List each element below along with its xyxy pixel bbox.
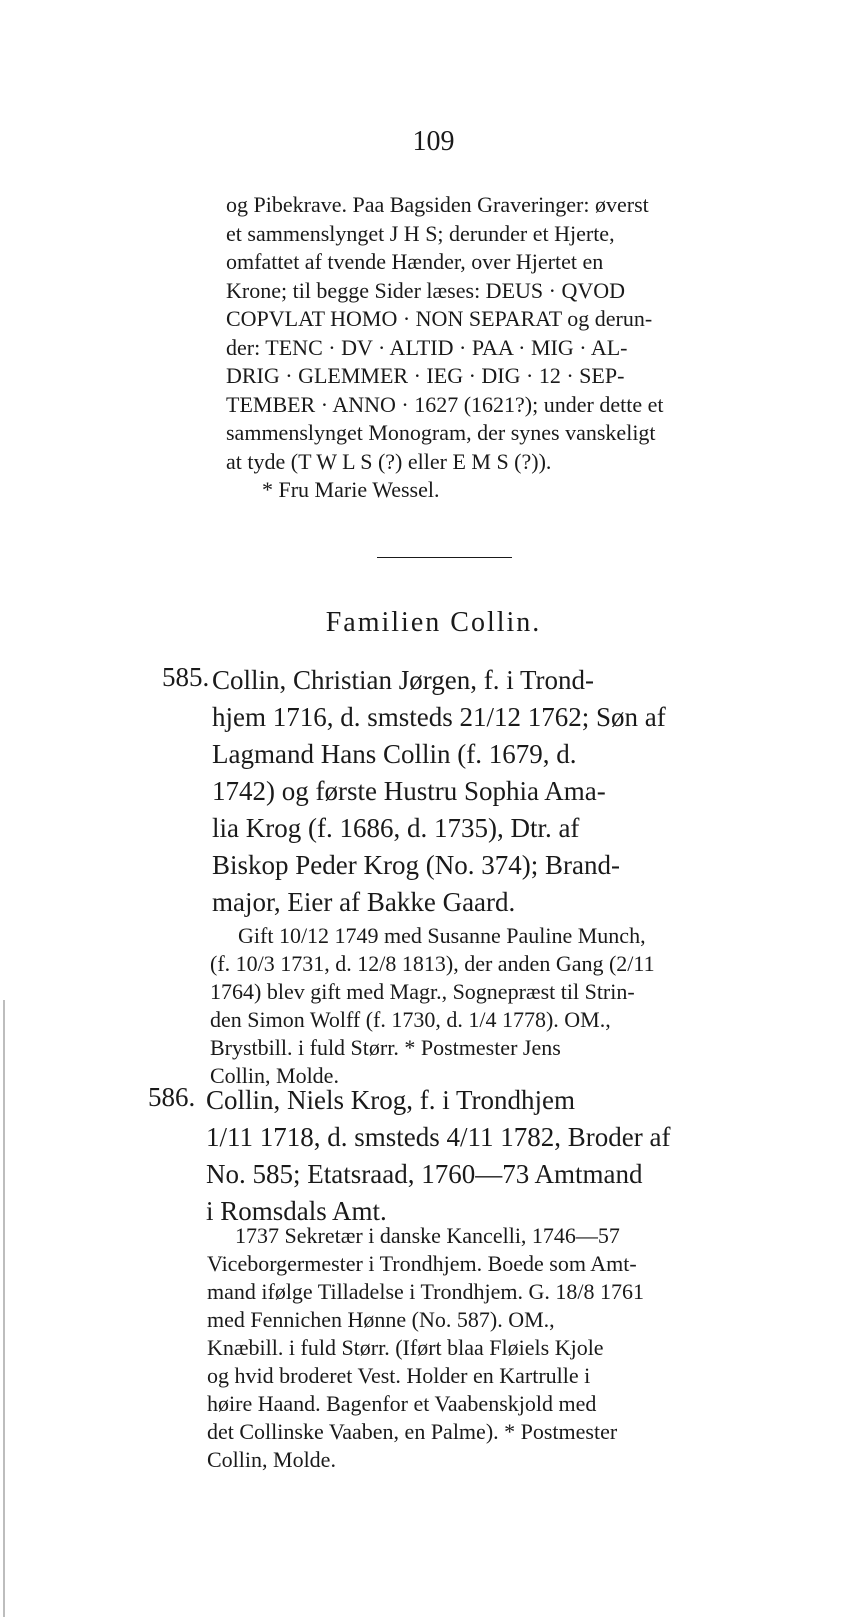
entry-line: Collin, Christian Jørgen, f. i Trond- bbox=[212, 665, 595, 695]
text-line: Krone; til begge Sider læses: DEUS · QVOD bbox=[226, 277, 626, 303]
section-divider bbox=[377, 557, 512, 558]
page-edge-line bbox=[3, 1000, 5, 1617]
detail-line: Viceborgermester i Trondhjem. Boede som Amt- bbox=[207, 1251, 637, 1276]
detail-line: 1737 Sekretær i danske Kancelli, 1746—57 bbox=[235, 1223, 620, 1248]
entry-line: major, Eier af Bakke Gaard. bbox=[212, 887, 516, 917]
detail-line: det Collinske Vaaben, en Palme). * Postmester bbox=[207, 1419, 618, 1444]
detail-line: høire Haand. Bagenfor et Vaabenskjold med bbox=[207, 1391, 597, 1416]
detail-line: Gift 10/12 1749 med Susanne Pauline Munch, bbox=[238, 923, 646, 948]
entry-line: hjem 1716, d. smsteds 21/12 1762; Søn af bbox=[212, 702, 666, 732]
detail-line: (f. 10/3 1731, d. 12/8 1813), der anden Gang (2/11 bbox=[210, 951, 655, 976]
text-line: DRIG · GLEMMER · IEG · DIG · 12 · SEP- bbox=[226, 363, 625, 388]
entry-line: Lagmand Hans Collin (f. 1679, d. bbox=[212, 739, 577, 769]
entry-line: No. 585; Etatsraad, 1760—73 Amtmand bbox=[206, 1159, 643, 1189]
entry-586-main bbox=[206, 1082, 748, 1230]
entry-line: i Romsdals Amt. bbox=[206, 1196, 387, 1226]
entry-line: Biskop Peder Krog (No. 374); Brand- bbox=[212, 850, 620, 880]
detail-line: den Simon Wolff (f. 1730, d. 1/4 1778). OM., bbox=[210, 1007, 611, 1032]
footnote-line: * Fru Marie Wessel. bbox=[262, 477, 440, 502]
entry-number-585: 585. bbox=[162, 662, 210, 692]
entry-line: lia Krog (f. 1686, d. 1735), Dtr. af bbox=[212, 813, 580, 843]
text-line: at tyde (T W L S (?) eller E M S (?)). bbox=[226, 448, 552, 474]
detail-line: med Fennichen Hønne (No. 587). OM., bbox=[207, 1307, 555, 1332]
text-line: omfattet af tvende Hænder, over Hjertet en bbox=[226, 249, 604, 274]
entry-number-586: 586. bbox=[148, 1082, 196, 1112]
entry-585-details bbox=[210, 922, 750, 1090]
entry-586-details bbox=[207, 1222, 750, 1474]
detail-line: Collin, Molde. bbox=[207, 1447, 336, 1472]
detail-line: 1764) blev gift med Magr., Sognepræst til Strin- bbox=[210, 979, 635, 1004]
entry-585-main bbox=[212, 662, 748, 921]
section-heading: Familien Collin. bbox=[325, 607, 542, 638]
top-paragraph bbox=[226, 191, 748, 505]
entry-line: 1/11 1718, d. smsteds 4/11 1782, Broder af bbox=[206, 1122, 671, 1152]
text-line: og Pibekrave. Paa Bagsiden Graveringer: øverst bbox=[226, 192, 649, 217]
entry-line: Collin, Niels Krog, f. i Trondhjem bbox=[206, 1085, 576, 1115]
page-number: 109 bbox=[412, 126, 455, 157]
detail-line: Brystbill. i fuld Størr. * Postmester Jens bbox=[210, 1035, 561, 1060]
text-line: COPVLAT HOMO · NON SEPARAT og derun- bbox=[226, 306, 653, 331]
text-line: der: TENC · DV · ALTID · PAA · MIG · AL- bbox=[226, 334, 628, 360]
detail-line: og hvid broderet Vest. Holder en Kartrulle i bbox=[207, 1363, 591, 1388]
detail-line: mand ifølge Tilladelse i Trondhjem. G. 18/8 1761 bbox=[207, 1279, 644, 1304]
entry-line: 1742) og første Hustru Sophia Ama- bbox=[212, 776, 606, 806]
text-line: sammenslynget Monogram, der synes vanskeligt bbox=[226, 420, 656, 445]
text-line: et sammenslynget J H S; derunder et Hjerte, bbox=[226, 220, 615, 246]
detail-line: Knæbill. i fuld Størr. (Iført blaa Fløiels Kjole bbox=[207, 1335, 604, 1360]
text-line: TEMBER · ANNO · 1627 (1621?); under dette et bbox=[226, 391, 664, 417]
detail-line: Collin, Molde. bbox=[210, 1063, 339, 1088]
